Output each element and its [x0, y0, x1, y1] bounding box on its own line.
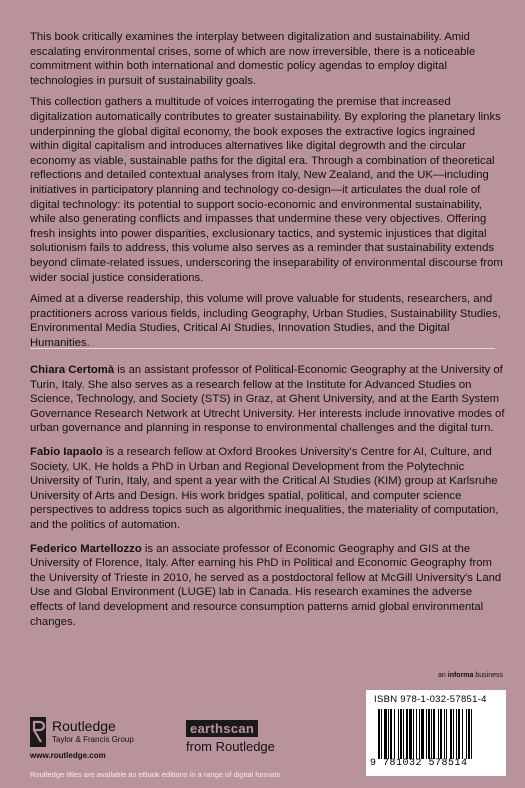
barcode-bar — [400, 709, 402, 759]
barcode-bar — [462, 709, 463, 759]
bio-text: is an assistant professor of Political-Economic Geography at the University of Turin, Italy. She also serves as a research fellow at the Institute for Advanced Studies on Science, Technology, and Society (STS) in Graz, at Ghent University, and at the Earth System Governance Research Network at Utrecht University. Her interests include innovative modes of urban governance and planning in response to environmental challenges and the digital turn. — [30, 364, 505, 435]
barcode-bar — [466, 709, 467, 759]
barcode-bar — [421, 709, 424, 759]
section-divider — [30, 348, 495, 349]
barcode-bar — [409, 709, 412, 759]
isbn-text: ISBN 978-1-032-57851-4 — [374, 694, 487, 705]
barcode-bar — [413, 709, 414, 759]
barcode-bar — [426, 709, 427, 759]
barcode-bar — [440, 709, 442, 759]
barcode-bar — [394, 709, 395, 759]
author-bios — [30, 363, 506, 638]
ebook-note: Routledge titles are available as eBook editions in a range of digital formats — [30, 770, 281, 779]
barcode-bar — [444, 709, 445, 759]
barcode-box — [366, 690, 506, 776]
bio-federico — [30, 542, 506, 630]
barcode-bar — [381, 709, 382, 759]
barcode-bar — [458, 709, 460, 759]
description-paragraph-2: This collection gathers a multitude of voices interrogating the premise that increased digitalization automatically contributes to greater sustainability. By exploring the planetary links underpinning the global digital economy, the book exposes the extractive logics ingrained within digital capitalism and introduces alternatives like digital degrowth and the circular economy as viable, sustainable paths for the digital era. Through a combination of theoretical reflections and detailed contextual analyses from Italy, New Zealand, and the UK—including initiatives in participatory planning and technology co-design—it articulates the dual role of digital technology: its potential to support socio-economic and environmental sustainability, while also generating conflicts and impasses that undermine these very objectives. Offering fresh insights into power disparities, exclusionary tactics, and systemic injustices that digital solutionism fails to address, this volume also serves as a reminder that sustainability extends beyond climate-related issues, underscoring the inseparability of environmental discourse from wider social justice considerations. — [30, 96, 503, 284]
barcode-bar — [390, 709, 392, 759]
description-paragraph-1: This book critically examines the interplay between digitalization and sustainability. Amid escalating environmental crises, some of which are now irreversible, there is a noticeable commitment within both international and domestic policy agendas to employ digital technologies in pursuit of sustainability goals. — [30, 31, 476, 87]
bio-name: Federico Martellozzo — [30, 542, 142, 555]
routledge-subtitle: Taylor & Francis Group — [52, 735, 134, 744]
barcode-bar — [468, 709, 470, 759]
informa-prefix: an — [438, 672, 448, 679]
bio-name: Chiara Certomà — [30, 364, 115, 376]
informa-brand: informa — [447, 672, 474, 679]
barcode-bar — [456, 709, 457, 759]
bio-name: Fabio Iapaolo — [30, 445, 103, 458]
barcode-bar — [438, 709, 439, 759]
bio-text: is an associate professor of Economic Geography and GIS at the University of Florence, Italy. After earning his PhD in Political and Economic Geography from the University of Trieste in 2010, he served as a postdoctoral fellow at McGill University's Land Use and Global Environment (LUGE) lab in Canada. His research examines the adverse effects of land development and resource consumption patterns amid global environmental changes. — [30, 542, 502, 628]
description-paragraph-3: Aimed at a diverse readership, this volume will prove valuable for students, researchers, and practitioners across various fields, including Geography, Urban Studies, Sustainability Studies, Environmental Media Studies, Critical AI Studies, Innovation Studies, and the Digital Humanities. — [30, 293, 501, 349]
barcode-bar — [428, 709, 430, 759]
informa-suffix: business — [473, 672, 503, 679]
barcode-bar — [471, 709, 472, 759]
routledge-name: Routledge — [52, 718, 116, 734]
barcode-bar — [406, 709, 408, 759]
bio-fabio — [30, 445, 506, 533]
barcode-bar — [398, 709, 399, 759]
bio-text: is a research fellow at Oxford Brookes University's Centre for AI, Culture, and Society, UK. He holds a PhD in Urban and Regional Development from the Polytechnic University of Turin, Italy, and spent a year with the Critical AI Studies (KIM) group at Karlsruhe University of Arts and Design. His work bridges spatial, political, and computer science perspectives to address topics such as algorithmic inequalities, the materiality of computation, and the politics of automation. — [30, 445, 499, 531]
barcode-bar — [416, 709, 417, 759]
barcode-digits: 9 781032 578514 — [370, 758, 468, 769]
bio-chiara — [30, 363, 506, 436]
barcode-bar — [453, 709, 454, 759]
barcode-bar — [388, 709, 389, 759]
barcode-bar — [384, 709, 387, 759]
book-description — [30, 30, 506, 350]
barcode-bar — [403, 709, 404, 759]
barcode-icon — [378, 709, 498, 759]
barcode-bar — [450, 709, 452, 759]
barcode-bar — [446, 709, 447, 759]
barcode-bar — [378, 709, 380, 759]
earthscan-subtitle: from Routledge — [186, 739, 275, 754]
informa-tagline — [438, 672, 503, 679]
earthscan-wordmark: earthscan — [186, 720, 258, 737]
earthscan-logo — [186, 720, 275, 754]
barcode-bar — [433, 709, 435, 759]
barcode-bar — [419, 709, 420, 759]
barcode-bar — [431, 709, 432, 759]
routledge-url: www.routledge.com — [30, 751, 106, 760]
